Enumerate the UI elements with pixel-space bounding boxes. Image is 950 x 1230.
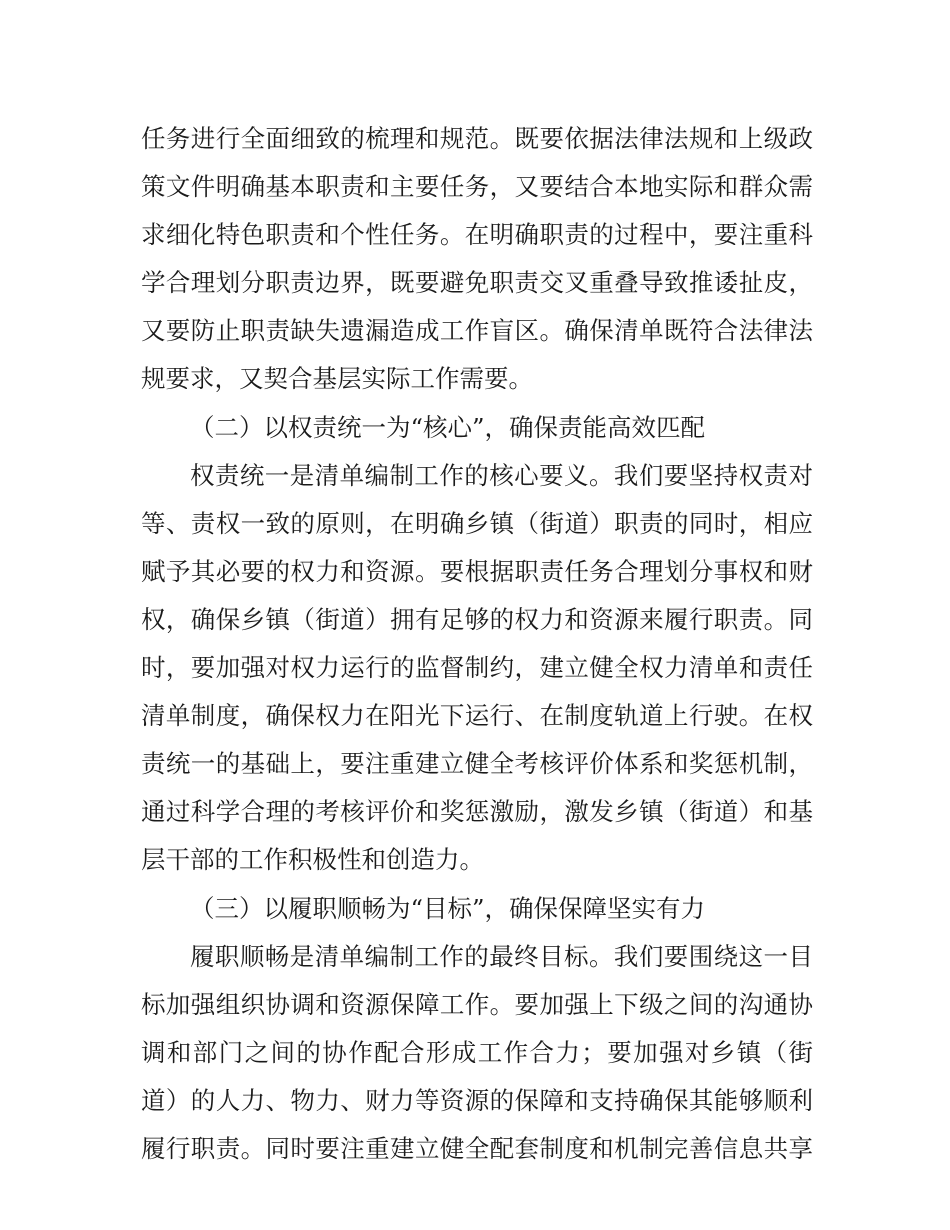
paragraph-line: 权责统一是清单编制工作的核心要义。我们要坚持权责对 <box>190 460 813 490</box>
paragraph-line: 道）的人力、物力、财力等资源的保障和支持确保其能够顺利 <box>141 1085 813 1115</box>
section-heading: （二）以权责统一为“核心”，确保责能高效匹配 <box>190 412 706 442</box>
section-heading: （三）以履职顺畅为“目标”，确保保障坚实有力 <box>190 893 706 923</box>
paragraph-line: 通过科学合理的考核评价和奖惩激励，激发乡镇（街道）和基 <box>141 797 813 827</box>
paragraph-line: 标加强组织协调和资源保障工作。要加强上下级之间的沟通协 <box>141 989 813 1019</box>
paragraph-line: 规要求，又契合基层实际工作需要。 <box>141 364 533 394</box>
paragraph-line: 调和部门之间的协作配合形成工作合力；要加强对乡镇（街 <box>141 1037 813 1067</box>
paragraph-line: 时，要加强对权力运行的监督制约，建立健全权力清单和责任 <box>141 653 813 683</box>
paragraph-line: 赋予其必要的权力和资源。要根据职责任务合理划分事权和财 <box>141 556 813 586</box>
paragraph-line: 学合理划分职责边界，既要避免职责交叉重叠导致推诿扯皮， <box>141 268 813 298</box>
paragraph-line: 等、责权一致的原则，在明确乡镇（街道）职责的同时，相应 <box>141 508 813 538</box>
paragraph-line: 层干部的工作积极性和创造力。 <box>141 845 484 875</box>
paragraph-line: 权，确保乡镇（街道）拥有足够的权力和资源来履行职责。同 <box>141 604 813 634</box>
paragraph-line: 求细化特色职责和个性任务。在明确职责的过程中，要注重科 <box>141 220 813 250</box>
paragraph-line: 策文件明确基本职责和主要任务，又要结合本地实际和群众需 <box>141 172 813 202</box>
paragraph-line: 履行职责。同时要注重建立健全配套制度和机制完善信息共享 <box>141 1133 813 1163</box>
document-body <box>141 115 813 1173</box>
paragraph-line: 清单制度，确保权力在阳光下运行、在制度轨道上行驶。在权 <box>141 701 813 731</box>
paragraph-line: 又要防止职责缺失遗漏造成工作盲区。确保清单既符合法律法 <box>141 316 813 346</box>
paragraph-line: 履职顺畅是清单编制工作的最终目标。我们要围绕这一目 <box>190 941 813 971</box>
paragraph-line: 责统一的基础上，要注重建立健全考核评价体系和奖惩机制， <box>141 749 813 779</box>
paragraph-line: 任务进行全面细致的梳理和规范。既要依据法律法规和上级政 <box>141 124 813 153</box>
